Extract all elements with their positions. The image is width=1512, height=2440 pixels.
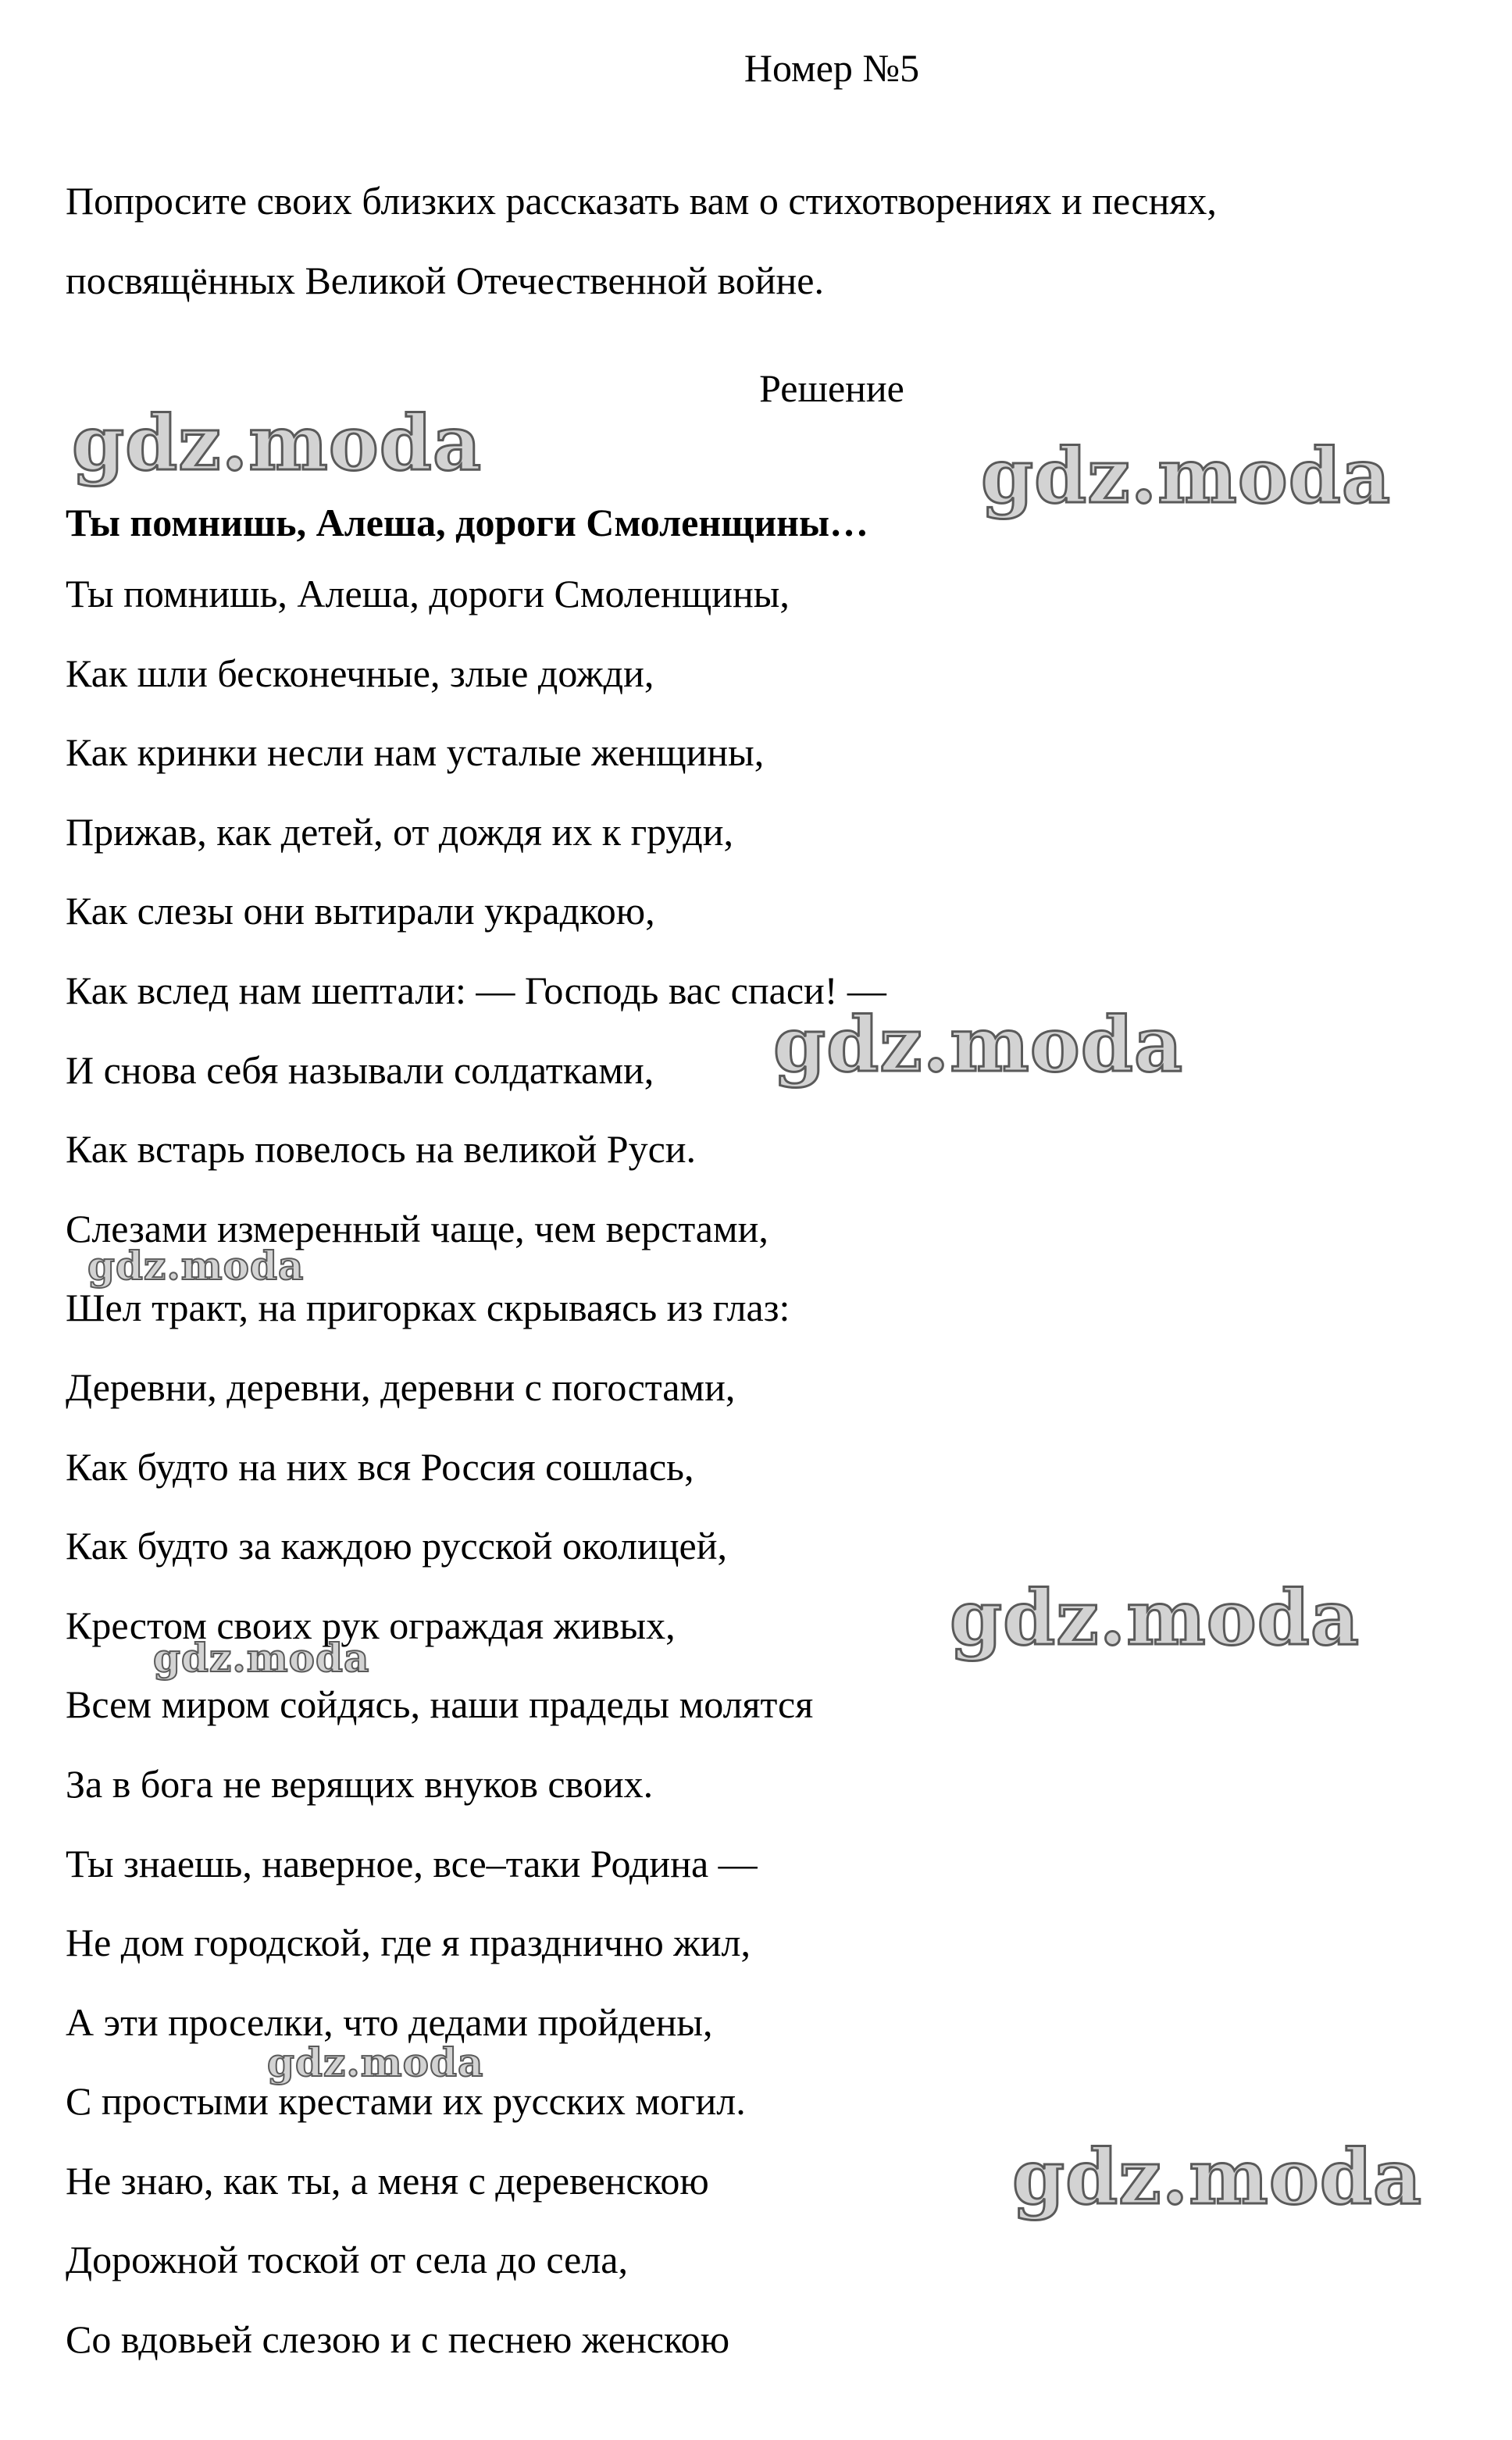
poem-line: Как вслед нам шептали: — Господь вас спаси! — <box>66 968 886 1012</box>
watermark-logo: gdz.moda <box>87 1243 305 1289</box>
watermark-logo: gdz.moda <box>72 399 483 487</box>
watermark-logo: gdz.moda <box>267 2039 484 2085</box>
watermark-logo: gdz.moda <box>981 432 1392 520</box>
page-title: Номер №5 <box>744 46 920 90</box>
poem-lines <box>66 570 886 2395</box>
watermark-logo: gdz.moda <box>773 1001 1184 1089</box>
poem-line: Не знаю, как ты, а меня с деревенскою <box>66 2158 709 2203</box>
poem-line: Со вдовьей слезою и с песнею женскою <box>66 2317 730 2362</box>
watermark-logo: gdz.moda <box>950 1574 1360 1662</box>
poem-line: Как шли бесконечные, злые дожди, <box>66 651 654 695</box>
poem-line: А эти проселки, что дедами пройдены, <box>66 1999 713 2044</box>
poem-line: Как слезы они вытирали украдкою, <box>66 889 655 933</box>
poem-line: Как будто за каждою русской околицей, <box>66 1524 727 1568</box>
poem-line: Деревни, деревни, деревни с погостами, <box>66 1364 736 1409</box>
poem-line: Всем миром сойдясь, наши прадеды молятся <box>66 1682 814 1727</box>
poem-line: Как будто на них вся Россия сошлась, <box>66 1444 694 1489</box>
solution-heading: Решение <box>759 366 904 410</box>
poem-line: Как кринки несли нам усталые женщины, <box>66 730 765 775</box>
poem-line: Ты знаешь, наверное, все–таки Родина — <box>66 1841 758 1885</box>
poem-line: И снова себя называли солдатками, <box>66 1047 654 1092</box>
poem-line: С простыми крестами их русских могил. <box>66 2079 746 2124</box>
poem-line: Не дом городской, где я празднично жил, <box>66 1921 751 1965</box>
task-line: посвящённых Великой Отечественной войне. <box>66 259 824 302</box>
poem-line: Прижав, как детей, от дождя их к груди, <box>66 809 733 854</box>
task-line: Попросите своих близких рассказать вам о стихотворениях и песнях, <box>66 179 1217 223</box>
poem-line: Как встарь повелось на великой Руси. <box>66 1127 697 1172</box>
watermark-logo: gdz.moda <box>1012 2133 1423 2221</box>
task-text <box>66 161 1471 320</box>
poem-line: Дорожной тоской от села до села, <box>66 2238 628 2282</box>
poem-line: Крестом своих рук ограждая живых, <box>66 1603 676 1647</box>
poem-line: За в бога не верящих внуков своих. <box>66 1761 654 1806</box>
poem-line: Слезами измеренный чаще, чем верстами, <box>66 1206 768 1250</box>
watermark-logo: gdz.moda <box>153 1635 370 1681</box>
poem-line: Ты помнишь, Алеша, дороги Смоленщины, <box>66 572 790 615</box>
poem-line: Шел тракт, на пригорках скрываясь из глаз: <box>66 1286 790 1330</box>
poem-title: Ты помнишь, Алеша, дороги Смоленщины… <box>66 501 869 544</box>
